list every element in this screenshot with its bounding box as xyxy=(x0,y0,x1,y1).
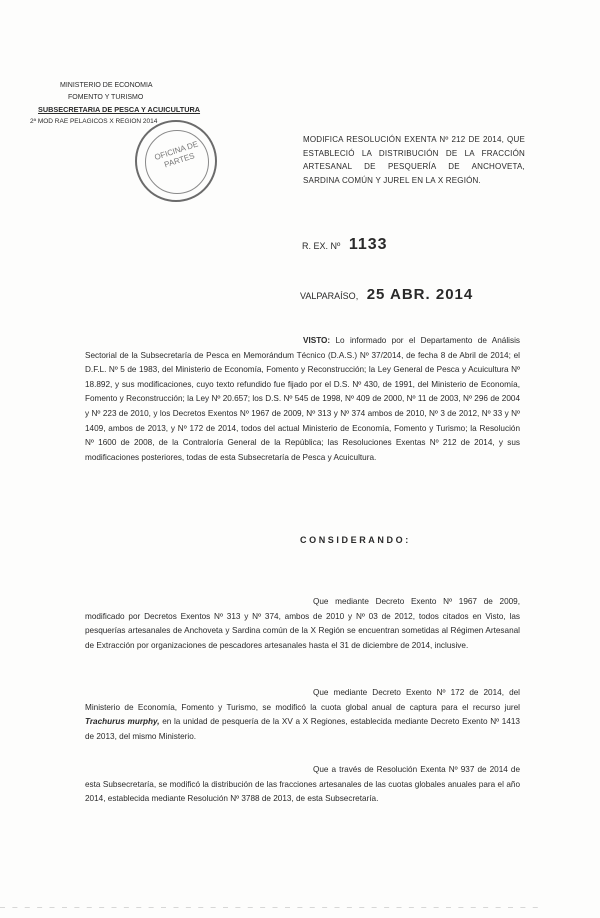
page-footer-marks: — — — — — — — — — — — — — — — — — — — — — — — — — — — — — — — — — — — — — — — — — — — — xyxy=(0,905,541,911)
resolution-reference: MODIFICA RESOLUCIÓN EXENTA Nº 212 DE 2014, QUE ESTABLECIÓ LA DISTRIBUCIÓN DE LA FRACCIÓN ARTESANAL DE PESQUERÍA DE ANCHOVETA, SARDINA COMÚN Y JUREL EN LA X REGIÓN. xyxy=(303,135,525,185)
document-code: 2ª MOD RAE PELAGICOS X REGION 2014 xyxy=(30,118,158,125)
official-stamp xyxy=(135,120,217,202)
considerando-paragraph-1: Que mediante Decreto Exento Nº 1967 de 2009, modificado por Decretos Exentos Nº 313 y Nº 374, ambos de 2010 y Nº 03 de 2012, todos citados en Visto, las pesquerías artesanales de Anchoveta y Sardina común de la X Región se encuentran sometidas al Régimen Artesanal de Extracción por organizaciones de pescadores artesanales hasta el 31 de diciembre de 2014, inclusive. xyxy=(85,597,520,650)
city: VALPARAÍSO, xyxy=(300,291,359,301)
resolution-number-line xyxy=(302,236,388,254)
visto-paragraph xyxy=(85,334,520,465)
resolution-number: 1133 xyxy=(348,236,388,253)
considerando-paragraph-3: Que a través de Resolución Exenta Nº 937 de 2014 de esta Subsecretaría, se modificó la distribución de las fracciones artesanales de las cuotas globales anuales para el año 2014, establecida mediante Resolución Nº 3788 de 2013, de esta Subsecretaría. xyxy=(85,765,520,804)
visto-label: VISTO: xyxy=(303,336,331,345)
stamp-text: OFICINA DE PARTES xyxy=(153,139,200,170)
ministry-name: MINISTERIO DE ECONOMIA xyxy=(60,82,153,89)
considerando-heading: CONSIDERANDO: xyxy=(300,535,411,545)
date-stamp: 25 ABR. 2014 xyxy=(366,286,474,303)
visto-text: Lo informado por el Departamento de Análisis Sectorial de la Subsecretaría de Pesca en Memorándum Técnico (D.A.S.) Nº 37/2014, de fecha 8 de Abril de 2014; el D.F.L. Nº 5 de 1983, del Ministerio de Economía, Fomento y Reconstrucción; la Ley General de Pesca y Acuicultura Nº 18.892, y sus modificaciones, cuyo texto refundido fue fijado por el D.S. Nº 430, de 1991, del Ministerio de Economía, Fomento y Reconstrucción; la Ley Nº 20.657; los D.S. Nº 545 de 1998, Nº 409 de 2000, Nº 11 de 2003, Nº 296 de 2004 y Nº 223 de 2010, y los Decretos Exentos Nº 1967 de 2009, Nº 313 y Nº 374 ambos de 2010, Nº 3 de 2012, Nº 33 y Nº 1409, ambos de 2013, y Nº 172 de 2014, todos del actual Ministerio de Economía, Fomento y Turismo; la Resolución Nº 1600 de 2008, de la Contraloría General de la República; las Resoluciones Exentas Nº 212 de 2014, y sus modificaciones posteriores, todas de esta Subsecretaría de Pesca y Acuicultura. xyxy=(85,336,520,462)
ministry-subname: FOMENTO Y TURISMO xyxy=(68,94,144,101)
resolution-label: R. EX. Nº xyxy=(302,241,341,251)
ministry-header xyxy=(30,80,230,128)
considerando-paragraph-2 xyxy=(85,686,520,744)
paragraph-2-text-b: en la unidad de pesquería de la XV a X Regiones, establecida mediante Decreto Exento Nº 1413 de 2013, del mismo Ministerio. xyxy=(85,717,520,741)
species-name: Trachurus murphy, xyxy=(85,717,160,727)
date-line xyxy=(300,286,473,303)
paragraph-2-text-a: Que mediante Decreto Exento Nº 172 de 2014, del Ministerio de Economía, Fomento y Turismo, se modificó la cuota global anual de captura para el recurso jurel xyxy=(85,688,520,712)
subsecretaria-name: SUBSECRETARIA DE PESCA Y ACUICULTURA xyxy=(38,105,201,114)
